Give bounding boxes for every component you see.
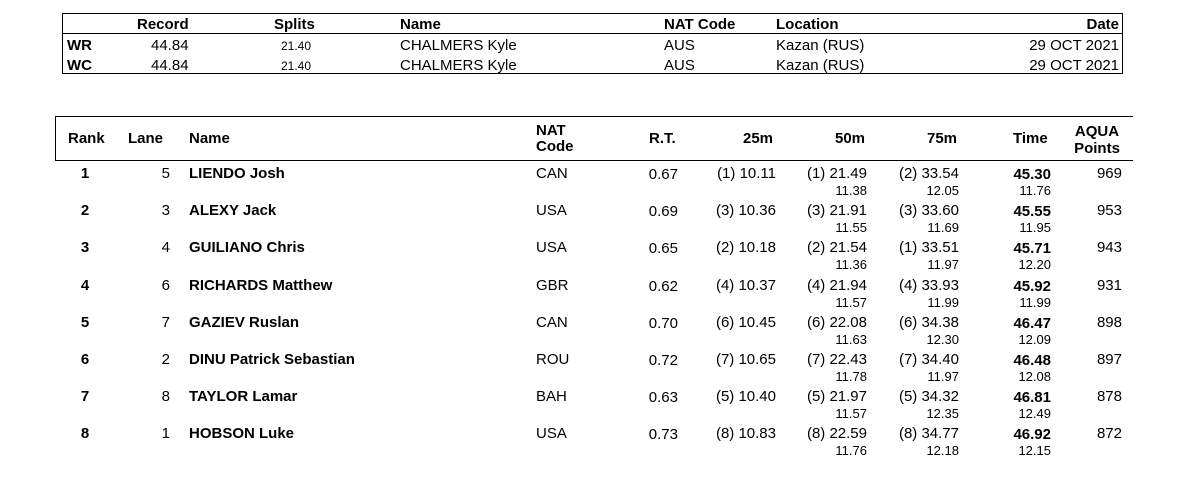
athlete-name: DINU Patrick Sebastian bbox=[189, 351, 355, 368]
lap-75m: 12.30 bbox=[926, 331, 959, 347]
reaction-time: 0.73 bbox=[648, 426, 678, 444]
rank-cell: 4 bbox=[80, 276, 90, 294]
lap-final: 12.20 bbox=[1018, 257, 1051, 273]
records-table bbox=[62, 13, 1123, 74]
nat-code: USA bbox=[536, 202, 567, 220]
record-time: 44.84 bbox=[151, 37, 189, 54]
record-date: 29 OCT 2021 bbox=[1029, 37, 1119, 54]
rank-cell: 3 bbox=[80, 239, 90, 257]
reaction-time: 0.69 bbox=[648, 203, 678, 221]
record-location: Kazan (RUS) bbox=[776, 57, 865, 74]
split-75m: (8) 34.77 bbox=[898, 425, 959, 443]
lap-final: 11.99 bbox=[1019, 294, 1051, 310]
record-holder-name: CHALMERS Kyle bbox=[400, 57, 517, 74]
aqua-points: 878 bbox=[1096, 388, 1122, 406]
nat-code: BAH bbox=[536, 388, 567, 406]
split-50m: (8) 22.59 bbox=[806, 425, 867, 443]
split-50m: (2) 21.54 bbox=[806, 239, 867, 257]
lap-50m: 11.55 bbox=[835, 220, 867, 236]
records-divider bbox=[62, 33, 1123, 34]
rank-cell: 5 bbox=[80, 313, 90, 331]
aqua-points: 943 bbox=[1096, 239, 1122, 257]
record-nat: AUS bbox=[664, 57, 695, 74]
results-header-rt: R.T. bbox=[649, 130, 676, 147]
nat-code: ROU bbox=[536, 351, 570, 368]
results-header-25m: 25m bbox=[743, 130, 774, 147]
lap-final: 11.76 bbox=[1019, 183, 1051, 198]
final-time: 45.55 bbox=[1013, 203, 1051, 221]
athlete-name: HOBSON Luke bbox=[189, 425, 295, 443]
athlete-name: TAYLOR Lamar bbox=[189, 388, 298, 406]
results-header-50m: 50m bbox=[835, 130, 866, 147]
split-25m: (6) 10.45 bbox=[715, 313, 776, 331]
final-time: 45.71 bbox=[1013, 240, 1051, 258]
results-header-points-line1: AQUA bbox=[1074, 123, 1120, 140]
split-25m: (3) 10.36 bbox=[715, 202, 776, 220]
lap-75m: 12.18 bbox=[926, 443, 959, 459]
nat-code: USA bbox=[536, 425, 567, 443]
lap-final: 12.09 bbox=[1018, 331, 1051, 347]
record-split: 21.40 bbox=[281, 59, 312, 73]
lap-75m: 11.99 bbox=[927, 294, 959, 310]
split-50m: (1) 21.49 bbox=[806, 165, 867, 182]
lap-50m: 11.57 bbox=[835, 294, 867, 310]
lap-50m: 11.57 bbox=[835, 406, 867, 422]
rank-cell: 6 bbox=[80, 351, 90, 368]
split-50m: (3) 21.91 bbox=[806, 202, 867, 220]
split-25m: (4) 10.37 bbox=[715, 276, 776, 294]
split-75m: (7) 34.40 bbox=[898, 351, 959, 368]
split-25m: (8) 10.83 bbox=[715, 425, 776, 443]
final-time: 46.92 bbox=[1013, 426, 1051, 444]
split-25m: (7) 10.65 bbox=[715, 351, 776, 368]
lap-50m: 11.38 bbox=[835, 183, 867, 198]
lane-cell: 7 bbox=[161, 313, 170, 331]
aqua-points: 872 bbox=[1096, 425, 1122, 443]
aqua-points: 931 bbox=[1096, 276, 1122, 294]
final-time: 45.92 bbox=[1013, 277, 1051, 295]
split-75m: (2) 33.54 bbox=[898, 165, 959, 182]
rank-cell: 1 bbox=[80, 165, 90, 182]
split-75m: (5) 34.32 bbox=[898, 388, 959, 406]
records-header-record: Record bbox=[137, 16, 189, 33]
lane-cell: 8 bbox=[161, 388, 170, 406]
split-50m: (7) 22.43 bbox=[806, 351, 867, 368]
split-25m: (5) 10.40 bbox=[715, 388, 776, 406]
results-header-nat-line2: Code bbox=[536, 138, 574, 155]
results-header-nat-line1: NAT bbox=[536, 122, 566, 139]
lap-75m: 11.69 bbox=[927, 220, 959, 236]
aqua-points: 897 bbox=[1096, 351, 1122, 368]
aqua-points: 969 bbox=[1096, 165, 1122, 182]
lap-75m: 11.97 bbox=[927, 369, 959, 384]
lap-final: 12.15 bbox=[1018, 443, 1051, 459]
record-nat: AUS bbox=[664, 37, 695, 54]
split-50m: (5) 21.97 bbox=[806, 388, 867, 406]
lane-cell: 5 bbox=[161, 165, 170, 182]
lap-50m: 11.76 bbox=[835, 443, 867, 459]
record-holder-name: CHALMERS Kyle bbox=[400, 37, 517, 54]
lap-final: 12.49 bbox=[1018, 406, 1051, 422]
final-time: 45.30 bbox=[1013, 166, 1051, 183]
reaction-time: 0.72 bbox=[648, 352, 678, 369]
athlete-name: GUILIANO Chris bbox=[189, 239, 305, 257]
record-label-wr: WR bbox=[67, 37, 92, 54]
nat-code: CAN bbox=[536, 165, 568, 182]
record-label-wc: WC bbox=[67, 57, 92, 74]
records-header-date: Date bbox=[1086, 16, 1119, 33]
reaction-time: 0.65 bbox=[648, 240, 678, 258]
rank-cell: 8 bbox=[80, 425, 90, 443]
athlete-name: LIENDO Josh bbox=[189, 165, 285, 182]
split-75m: (3) 33.60 bbox=[898, 202, 959, 220]
lane-cell: 6 bbox=[161, 276, 170, 294]
split-50m: (6) 22.08 bbox=[806, 313, 867, 331]
records-header-nat: NAT Code bbox=[664, 16, 736, 33]
final-time: 46.81 bbox=[1013, 389, 1051, 407]
lap-75m: 12.35 bbox=[926, 406, 959, 422]
lane-cell: 1 bbox=[161, 425, 170, 443]
lane-cell: 3 bbox=[161, 202, 170, 220]
results-header-points-line2: Points bbox=[1074, 140, 1120, 157]
lap-50m: 11.63 bbox=[835, 331, 867, 347]
athlete-name: GAZIEV Ruslan bbox=[189, 313, 300, 331]
results-header-lane: Lane bbox=[128, 130, 164, 147]
split-50m: (4) 21.94 bbox=[806, 276, 867, 294]
records-header-splits: Splits bbox=[274, 16, 315, 33]
split-75m: (6) 34.38 bbox=[898, 313, 959, 331]
record-date: 29 OCT 2021 bbox=[1029, 57, 1119, 74]
results-header-points bbox=[1066, 123, 1128, 157]
reaction-time: 0.70 bbox=[648, 314, 678, 332]
records-header-location: Location bbox=[776, 16, 839, 33]
lane-cell: 4 bbox=[161, 239, 170, 257]
split-25m: (2) 10.18 bbox=[715, 239, 776, 257]
nat-code: USA bbox=[536, 239, 567, 257]
record-time: 44.84 bbox=[151, 57, 189, 74]
rank-cell: 2 bbox=[80, 202, 90, 220]
results-header-nat bbox=[536, 123, 580, 155]
record-location: Kazan (RUS) bbox=[776, 37, 865, 54]
results-header-name: Name bbox=[189, 130, 230, 147]
results-header-time: Time bbox=[1013, 130, 1048, 147]
results-header-rank: Rank bbox=[68, 130, 105, 147]
final-time: 46.48 bbox=[1013, 352, 1051, 369]
split-75m: (4) 33.93 bbox=[898, 276, 959, 294]
records-header-name: Name bbox=[400, 16, 441, 33]
rank-cell: 7 bbox=[80, 388, 90, 406]
lap-final: 11.95 bbox=[1019, 220, 1051, 236]
lap-final: 12.08 bbox=[1018, 369, 1051, 384]
lane-cell: 2 bbox=[161, 351, 170, 368]
results-header-75m: 75m bbox=[927, 130, 958, 147]
lap-50m: 11.36 bbox=[835, 257, 867, 273]
lap-75m: 12.05 bbox=[926, 183, 959, 198]
nat-code: CAN bbox=[536, 313, 568, 331]
reaction-time: 0.62 bbox=[648, 277, 678, 295]
record-split: 21.40 bbox=[281, 39, 312, 53]
reaction-time: 0.67 bbox=[648, 166, 678, 183]
final-time: 46.47 bbox=[1013, 314, 1051, 332]
lap-75m: 11.97 bbox=[927, 257, 959, 273]
athlete-name: ALEXY Jack bbox=[189, 202, 277, 220]
aqua-points: 953 bbox=[1096, 202, 1122, 220]
athlete-name: RICHARDS Matthew bbox=[189, 276, 333, 294]
lap-50m: 11.78 bbox=[835, 369, 867, 384]
split-25m: (1) 10.11 bbox=[717, 165, 776, 182]
reaction-time: 0.63 bbox=[648, 389, 678, 407]
aqua-points: 898 bbox=[1096, 313, 1122, 331]
split-75m: (1) 33.51 bbox=[898, 239, 959, 257]
nat-code: GBR bbox=[536, 276, 569, 294]
